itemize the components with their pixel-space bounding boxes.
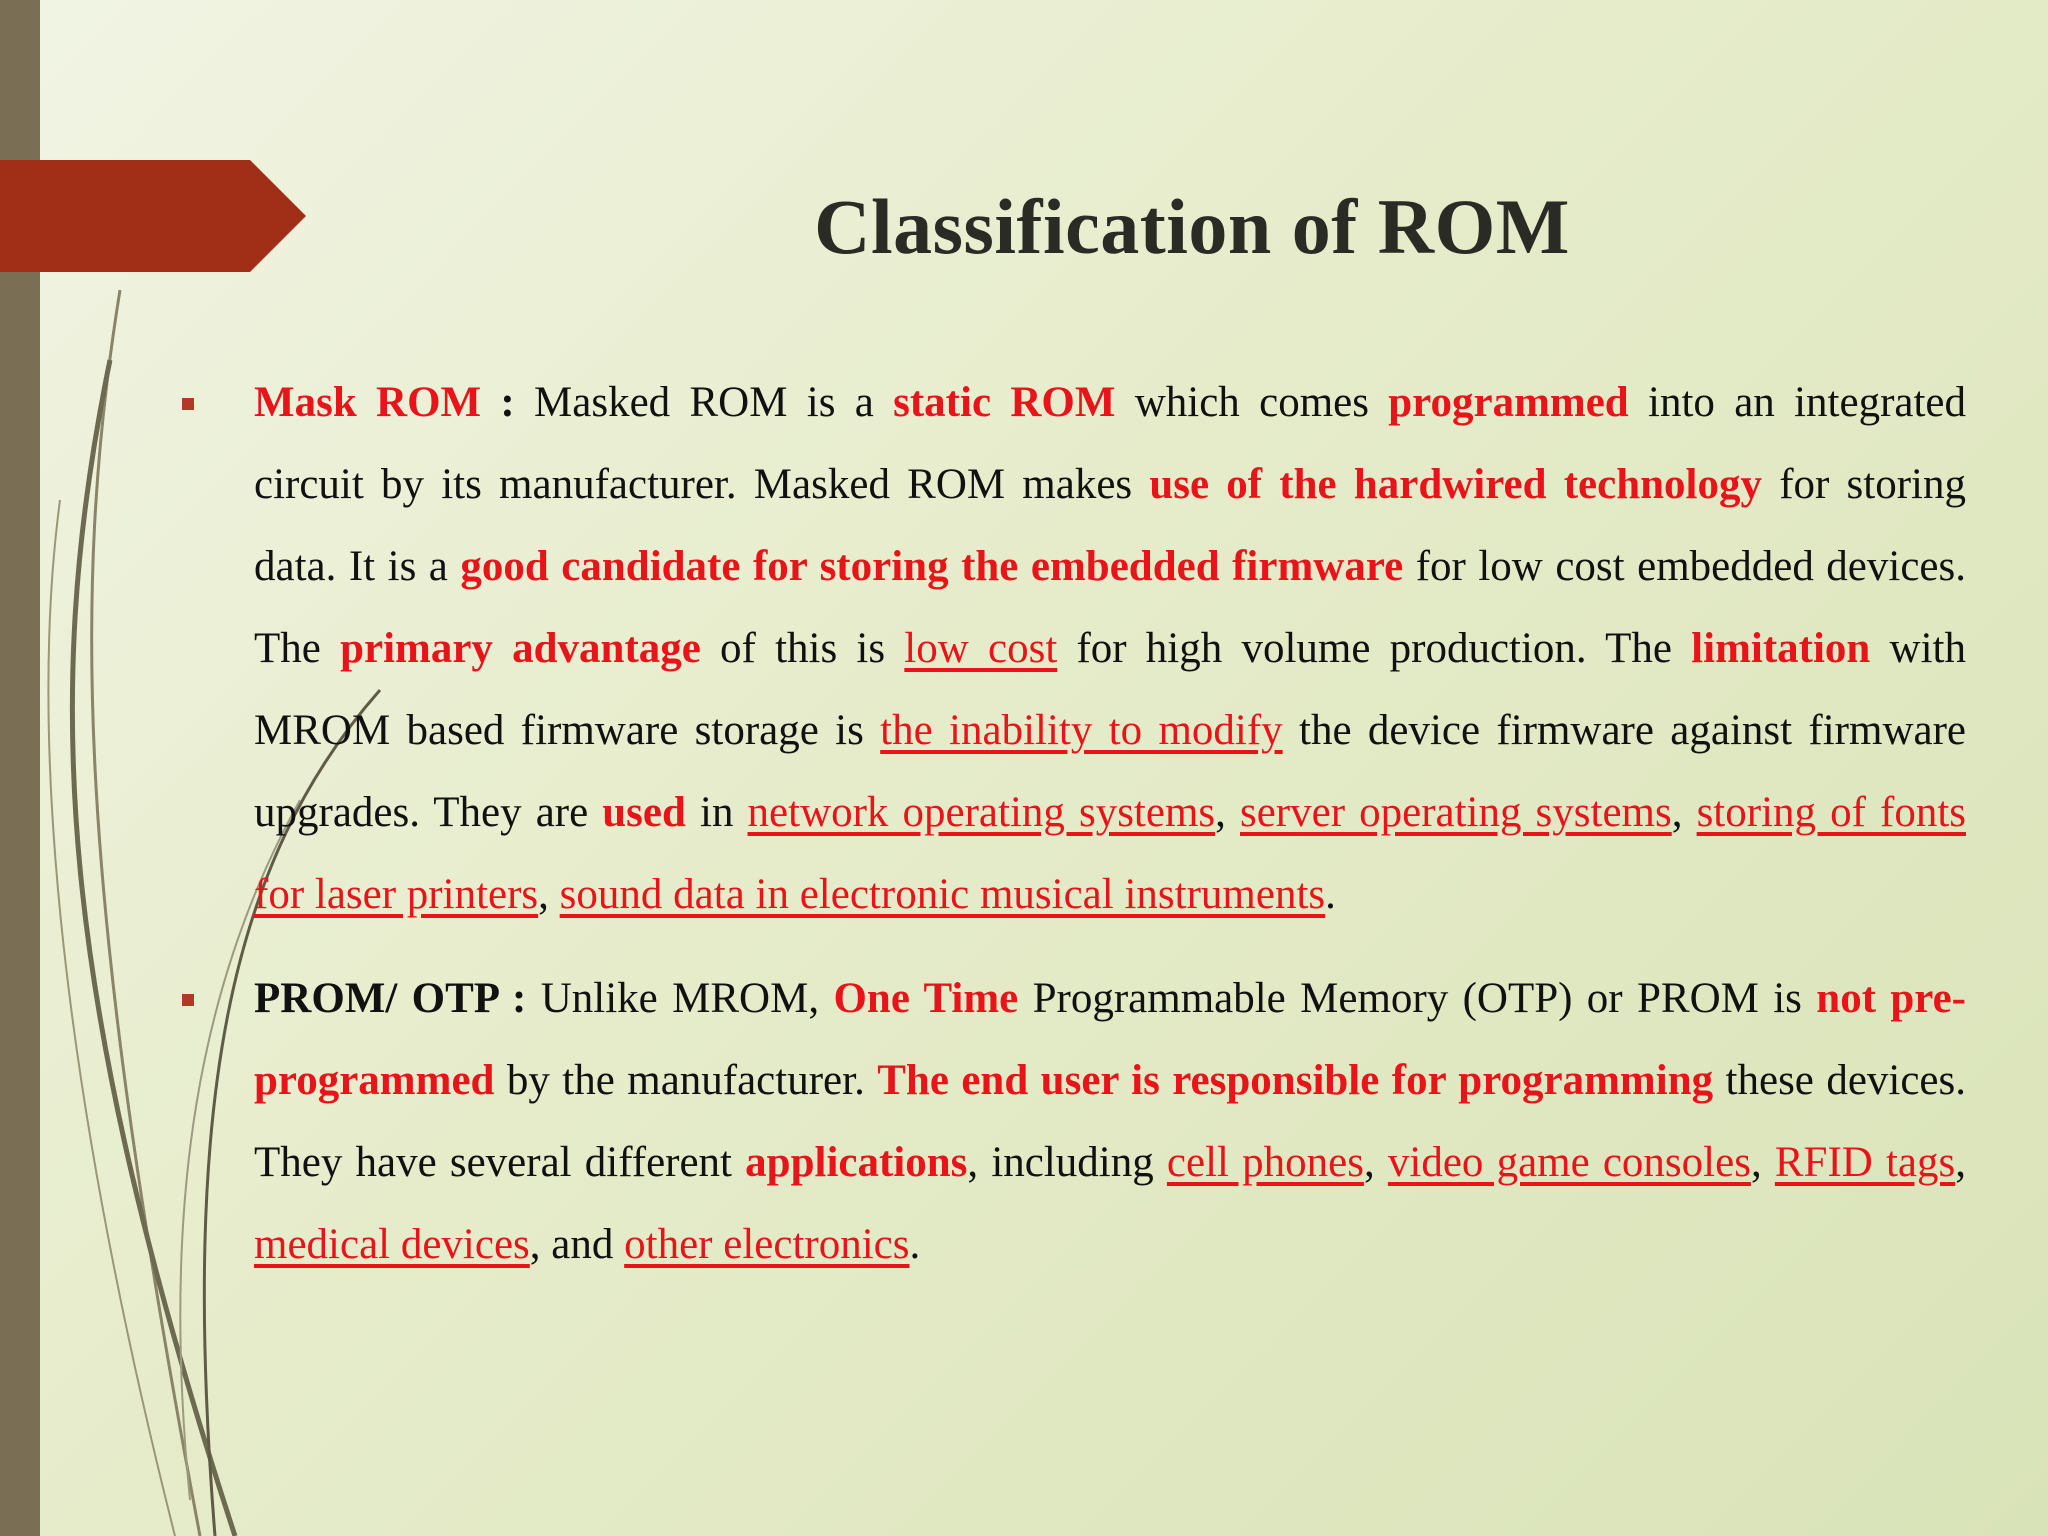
bullet-item (254, 362, 1966, 936)
bullet-text: these devices. They have several different (254, 1057, 1967, 1186)
bullet-text: , (1215, 789, 1240, 836)
bullet-text: , (1671, 789, 1697, 836)
bullet-text: , (1750, 1139, 1775, 1186)
bullet-text: by the manufacturer. (494, 1057, 878, 1104)
hyperlink-text[interactable]: network operating systems (747, 789, 1216, 836)
bullet-text: , (1363, 1139, 1388, 1186)
hyperlink-text[interactable]: RFID tags (1774, 1139, 1956, 1186)
hyperlink-text[interactable]: low cost (904, 625, 1058, 672)
bullet-text: good candidate for storing the embedded firmware (460, 543, 1404, 590)
bullet-heading: PROM/ OTP : (254, 975, 541, 1022)
bullet-text: Programmable Memory (OTP) or PROM is (1018, 975, 1817, 1022)
bullet-item (254, 958, 1966, 1286)
bullet-text: in (685, 789, 748, 836)
hyperlink-text[interactable]: the inability to modify (880, 707, 1283, 754)
bullet-heading: Mask ROM (254, 379, 482, 426)
bullet-text: for storing data. It is a (254, 461, 1966, 590)
bullet-text: , (1955, 1139, 1967, 1186)
bullet-text: programmed (1388, 379, 1629, 426)
bullet-text: the device firmware against firmware upgrades. They are (254, 707, 1966, 836)
hyperlink-text[interactable]: storing of fonts for laser printers (254, 789, 1966, 918)
bullet-text: . (909, 1221, 921, 1268)
square-bullet-icon (182, 398, 194, 410)
bullet-text: for low cost embedded devices. The (254, 543, 1966, 672)
bullet-text: One Time (833, 975, 1019, 1022)
bullet-text: limitation (1691, 625, 1871, 672)
bullet-text: , and (529, 1221, 625, 1268)
bullet-text: static ROM (893, 379, 1116, 426)
bullet-text: with MROM based firmware storage is (254, 625, 1966, 754)
hyperlink-text[interactable]: video game consoles (1387, 1139, 1751, 1186)
bullet-text: used (602, 789, 686, 836)
bullet-text: not pre-programmed (254, 975, 1967, 1104)
slide-title: Classification of ROM (814, 183, 1570, 270)
bullet-text: for high volume production. The (1057, 625, 1692, 672)
hyperlink-text[interactable]: sound data in electronic musical instruments (559, 871, 1326, 918)
bullet-text: primary advantage (340, 625, 701, 672)
square-bullet-icon (182, 994, 194, 1006)
bullet-text: . (1325, 871, 1336, 918)
hyperlink-text[interactable]: medical devices (254, 1221, 530, 1268)
bullet-text: into an integrated circuit by its manufacturer. Masked ROM makes (254, 379, 1967, 508)
bullet-text: The end user is responsible for programming (877, 1057, 1714, 1104)
hyperlink-text[interactable]: other electronics (624, 1221, 910, 1268)
hyperlink-text[interactable]: server operating systems (1239, 789, 1672, 836)
bullet-text: which comes (1115, 379, 1389, 426)
bullet-text: Masked ROM is a (534, 379, 894, 426)
bullet-text: , (538, 871, 560, 918)
hyperlink-text[interactable]: cell phones (1166, 1139, 1364, 1186)
bullet-list (254, 362, 1966, 1308)
bullet-text: Unlike MROM, (540, 975, 834, 1022)
bullet-heading: : (481, 379, 535, 426)
bullet-text: applications (745, 1139, 968, 1186)
bullet-text: of this is (700, 625, 905, 672)
bullet-text: , including (967, 1139, 1167, 1186)
bullet-text: use of the hardwired technology (1149, 461, 1762, 508)
